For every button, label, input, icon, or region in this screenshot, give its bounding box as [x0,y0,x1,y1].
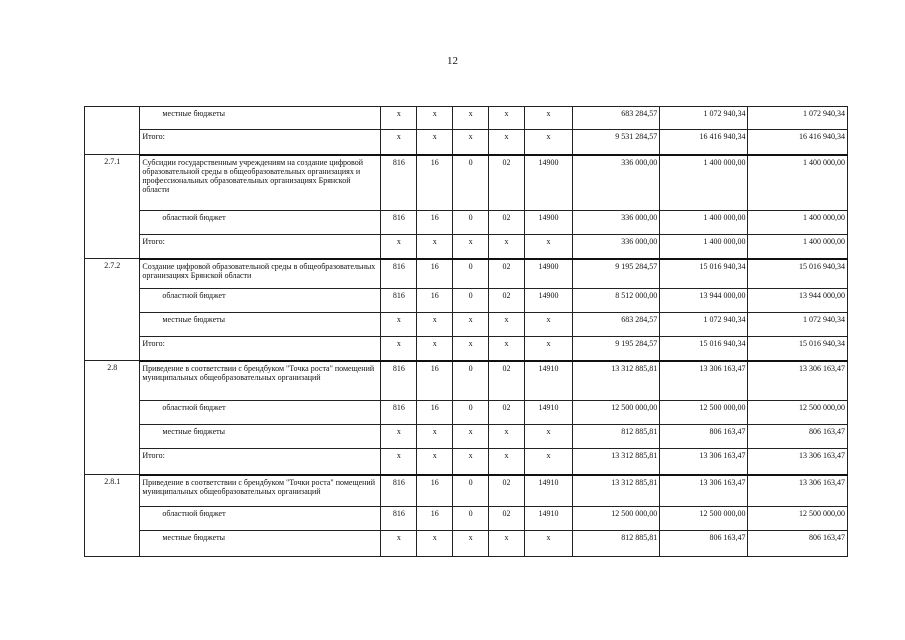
section-code-cell: 16 [417,289,453,313]
section-code-cell: х [417,130,453,155]
grbs-code-cell: 816 [381,259,417,289]
amount-year3-cell: 12 500 000,00 [748,507,848,531]
amount-year2-cell: 1 072 940,34 [660,313,748,337]
grbs-code-cell: 816 [381,361,417,401]
subsection-code-cell: х [453,531,489,557]
item-name-cell: Приведение в соответствии с брендбуком "Точки роста" помещений муниципальных общеобразовательных организаций [140,475,381,507]
item-number-cell: 2.8 [85,361,140,475]
item-name-cell: Итого: [140,337,381,361]
program-code-cell: х [489,425,525,449]
item-name-cell: областной бюджет [140,289,381,313]
item-name-cell: областной бюджет [140,401,381,425]
table-row [85,259,848,289]
amount-year3-cell: 806 163,47 [748,425,848,449]
article-code-cell: 14910 [524,401,572,425]
amount-year1-cell: 9 531 284,57 [573,130,660,155]
grbs-code-cell: 816 [381,475,417,507]
section-code-cell: х [417,107,453,130]
section-code-cell: 16 [417,401,453,425]
section-code-cell: х [417,531,453,557]
amount-year2-cell: 1 400 000,00 [660,235,748,259]
article-code-cell: 14900 [524,211,572,235]
table-row [85,313,848,337]
amount-year1-cell: 683 284,57 [573,313,660,337]
subsection-code-cell: х [453,313,489,337]
article-code-cell: х [524,337,572,361]
item-number-cell [85,107,140,155]
amount-year1-cell: 336 000,00 [573,155,660,211]
subsection-code-cell: х [453,235,489,259]
table-row [85,211,848,235]
subsection-code-cell: х [453,107,489,130]
item-name-cell: областной бюджет [140,211,381,235]
program-code-cell: 02 [489,211,525,235]
section-code-cell: х [417,313,453,337]
grbs-code-cell: 816 [381,289,417,313]
amount-year1-cell: 13 312 885,81 [573,475,660,507]
section-code-cell: 16 [417,259,453,289]
item-name-cell: Приведение в соответствии с брендбуком "Точка роста" помещений муниципальных общеобразовательных организаций [140,361,381,401]
table-row [85,235,848,259]
program-code-cell: х [489,130,525,155]
amount-year3-cell: 1 400 000,00 [748,235,848,259]
program-code-cell: х [489,449,525,475]
article-code-cell: х [524,425,572,449]
article-code-cell: 14910 [524,507,572,531]
amount-year3-cell: 13 306 163,47 [748,475,848,507]
amount-year3-cell: 13 306 163,47 [748,449,848,475]
amount-year2-cell: 13 306 163,47 [660,361,748,401]
amount-year1-cell: 13 312 885,81 [573,361,660,401]
amount-year2-cell: 1 072 940,34 [660,107,748,130]
grbs-code-cell: х [381,130,417,155]
article-code-cell: 14900 [524,289,572,313]
amount-year2-cell: 13 944 000,00 [660,289,748,313]
section-code-cell: 16 [417,507,453,531]
table-row [85,337,848,361]
section-code-cell: х [417,337,453,361]
grbs-code-cell: 816 [381,211,417,235]
amount-year3-cell: 1 400 000,00 [748,155,848,211]
subsection-code-cell: 0 [453,361,489,401]
amount-year2-cell: 13 306 163,47 [660,475,748,507]
subsection-code-cell: х [453,337,489,361]
budget-table [84,106,848,557]
amount-year3-cell: 15 016 940,34 [748,259,848,289]
article-code-cell: х [524,531,572,557]
table-row [85,107,848,130]
article-code-cell: х [524,107,572,130]
grbs-code-cell: 816 [381,401,417,425]
table-row [85,425,848,449]
item-name-cell: Создание цифровой образовательной среды в общеобразовательных организациях Брянской области [140,259,381,289]
section-code-cell: х [417,235,453,259]
section-code-cell: х [417,449,453,475]
item-name-cell: Итого: [140,130,381,155]
subsection-code-cell: 0 [453,211,489,235]
item-number-cell: 2.8.1 [85,475,140,557]
grbs-code-cell: х [381,425,417,449]
table-row [85,361,848,401]
amount-year1-cell: 12 500 000,00 [573,401,660,425]
program-code-cell: 02 [489,361,525,401]
table-row [85,130,848,155]
amount-year3-cell: 806 163,47 [748,531,848,557]
program-code-cell: х [489,313,525,337]
item-name-cell: местные бюджеты [140,425,381,449]
amount-year3-cell: 1 072 940,34 [748,107,848,130]
subsection-code-cell: х [453,130,489,155]
grbs-code-cell: х [381,107,417,130]
grbs-code-cell: х [381,235,417,259]
item-number-cell: 2.7.2 [85,259,140,361]
amount-year1-cell: 9 195 284,57 [573,337,660,361]
amount-year3-cell: 15 016 940,34 [748,337,848,361]
article-code-cell: х [524,130,572,155]
article-code-cell: х [524,235,572,259]
program-code-cell: х [489,531,525,557]
subsection-code-cell: 0 [453,155,489,211]
article-code-cell: 14900 [524,155,572,211]
amount-year1-cell: 336 000,00 [573,235,660,259]
table-row [85,531,848,557]
section-code-cell: х [417,425,453,449]
section-code-cell: 16 [417,155,453,211]
article-code-cell: х [524,449,572,475]
subsection-code-cell: х [453,425,489,449]
amount-year2-cell: 15 016 940,34 [660,259,748,289]
table-row [85,449,848,475]
section-code-cell: 16 [417,475,453,507]
item-name-cell: местные бюджеты [140,531,381,557]
amount-year3-cell: 12 500 000,00 [748,401,848,425]
amount-year2-cell: 12 500 000,00 [660,401,748,425]
amount-year3-cell: 16 416 940,34 [748,130,848,155]
article-code-cell: 14910 [524,475,572,507]
item-name-cell: Итого: [140,235,381,259]
program-code-cell: 02 [489,259,525,289]
grbs-code-cell: х [381,337,417,361]
program-code-cell: 02 [489,475,525,507]
item-name-cell: областной бюджет [140,507,381,531]
grbs-code-cell: х [381,313,417,337]
amount-year3-cell: 13 306 163,47 [748,361,848,401]
grbs-code-cell: х [381,449,417,475]
subsection-code-cell: 0 [453,401,489,425]
subsection-code-cell: 0 [453,507,489,531]
amount-year3-cell: 13 944 000,00 [748,289,848,313]
amount-year2-cell: 16 416 940,34 [660,130,748,155]
article-code-cell: 14910 [524,361,572,401]
page-number: 12 [447,55,458,67]
subsection-code-cell: х [453,449,489,475]
subsection-code-cell: 0 [453,475,489,507]
item-name-cell: Субсидии государственным учреждениям на создание цифровой образовательной среды в общеобразовательных организациях и профессиональных образовательных организациях Брянской области [140,155,381,211]
item-number-cell: 2.7.1 [85,155,140,259]
amount-year1-cell: 12 500 000,00 [573,507,660,531]
table-row [85,155,848,211]
article-code-cell: 14900 [524,259,572,289]
section-code-cell: 16 [417,211,453,235]
program-code-cell: х [489,107,525,130]
subsection-code-cell: 0 [453,289,489,313]
item-name-cell: местные бюджеты [140,313,381,337]
amount-year1-cell: 336 000,00 [573,211,660,235]
amount-year1-cell: 13 312 885,81 [573,449,660,475]
amount-year1-cell: 9 195 284,57 [573,259,660,289]
amount-year1-cell: 8 512 000,00 [573,289,660,313]
subsection-code-cell: 0 [453,259,489,289]
section-code-cell: 16 [417,361,453,401]
amount-year1-cell: 683 284,57 [573,107,660,130]
program-code-cell: х [489,235,525,259]
program-code-cell: 02 [489,401,525,425]
table-row [85,475,848,507]
program-code-cell: х [489,337,525,361]
amount-year2-cell: 1 400 000,00 [660,211,748,235]
grbs-code-cell: 816 [381,155,417,211]
amount-year1-cell: 812 885,81 [573,425,660,449]
grbs-code-cell: х [381,531,417,557]
amount-year1-cell: 812 885,81 [573,531,660,557]
table-row [85,289,848,313]
table-row [85,401,848,425]
amount-year3-cell: 1 400 000,00 [748,211,848,235]
amount-year2-cell: 1 400 000,00 [660,155,748,211]
grbs-code-cell: 816 [381,507,417,531]
amount-year2-cell: 806 163,47 [660,425,748,449]
amount-year2-cell: 13 306 163,47 [660,449,748,475]
amount-year2-cell: 15 016 940,34 [660,337,748,361]
amount-year2-cell: 12 500 000,00 [660,507,748,531]
item-name-cell: местные бюджеты [140,107,381,130]
item-name-cell: Итого: [140,449,381,475]
amount-year2-cell: 806 163,47 [660,531,748,557]
program-code-cell: 02 [489,155,525,211]
amount-year3-cell: 1 072 940,34 [748,313,848,337]
program-code-cell: 02 [489,289,525,313]
program-code-cell: 02 [489,507,525,531]
table-row [85,507,848,531]
article-code-cell: х [524,313,572,337]
